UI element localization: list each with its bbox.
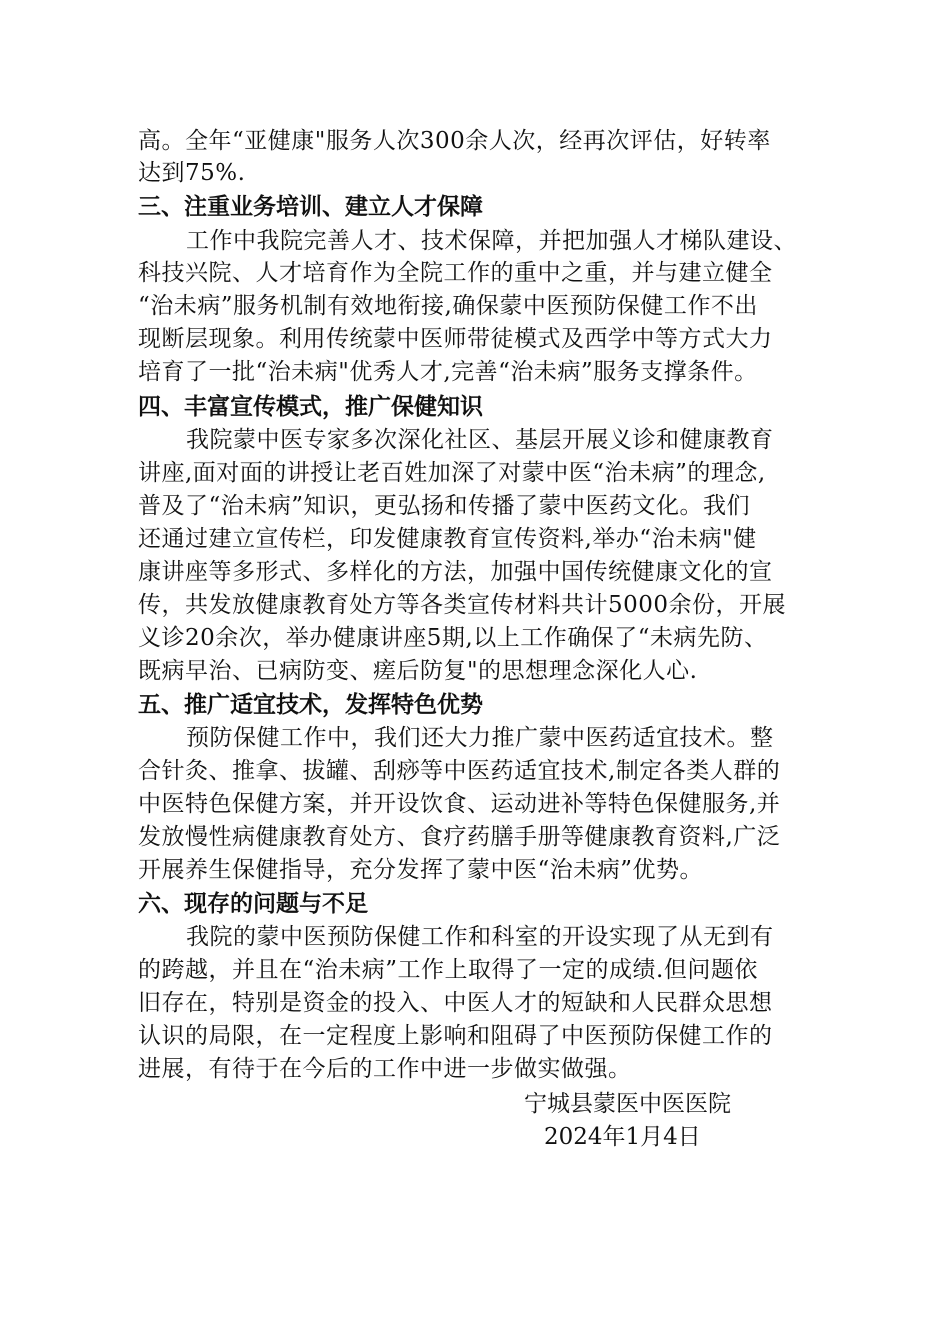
paragraph-line: 培育了一批“治未病"优秀人才,完善“治未病”服务支撑条件。 bbox=[138, 359, 758, 385]
paragraph-line: 讲座,面对面的讲授让老百姓加深了对蒙中医“治未病”的理念, bbox=[138, 460, 766, 486]
paragraph-line: 既病早治、已病防变、瘥后防复"的思想理念深化人心. bbox=[138, 658, 698, 684]
paragraph-line: 还通过建立宣传栏，印发健康教育宣传资料,举办“治未病"健 bbox=[138, 526, 757, 552]
section-heading-6: 六、现存的问题与不足 bbox=[138, 891, 368, 917]
paragraph-line: 发放慢性病健康教育处方、食疗药膳手册等健康教育资料,广泛 bbox=[138, 824, 781, 850]
paragraph-line: 康讲座等多形式、多样化的方法，加强中国传统健康文化的宣 bbox=[138, 559, 773, 585]
section-heading-4: 四、丰富宣传模式，推广保健知识 bbox=[138, 394, 483, 420]
paragraph-line: 认识的局限，在一定程度上影响和阻碍了中医预防保健工作的 bbox=[138, 1023, 773, 1049]
paragraph-line: “治未病”服务机制有效地衔接,确保蒙中医预防保健工作不出 bbox=[138, 293, 758, 319]
paragraph-line: 现断层现象。利用传统蒙中医师带徒模式及西学中等方式大力 bbox=[138, 326, 773, 352]
paragraph-line: 的跨越，并且在“治未病”工作上取得了一定的成绩.但问题依 bbox=[138, 957, 758, 983]
paragraph-line: 我院的蒙中医预防保健工作和科室的开设实现了从无到有 bbox=[186, 924, 774, 950]
paragraph-line: 中医特色保健方案，并开设饮食、运动进补等特色保健服务,并 bbox=[138, 791, 781, 817]
paragraph-line: 义诊20余次，举办健康讲座5期,以上工作确保了“未病先防、 bbox=[138, 625, 768, 651]
paragraph-line: 传，共发放健康教育处方等各类宣传材料共计5000余份，开展 bbox=[138, 592, 787, 618]
paragraph-line: 普及了“治未病”知识，更弘扬和传播了蒙中医药文化。我们 bbox=[138, 493, 751, 519]
section-heading-5: 五、推广适宜技术，发挥特色优势 bbox=[138, 692, 483, 718]
paragraph-line: 进展，有待于在今后的工作中进一步做实做强。 bbox=[138, 1056, 632, 1082]
signature-organization: 宁城县蒙医中医医院 bbox=[524, 1091, 731, 1117]
signature-date: 2024年1月4日 bbox=[544, 1124, 701, 1150]
section-heading-3: 三、注重业务培训、建立人才保障 bbox=[138, 194, 483, 220]
paragraph-line: 合针灸、推拿、拔罐、刮痧等中医药适宜技术,制定各类人群的 bbox=[138, 758, 781, 784]
paragraph-line: 达到75%. bbox=[138, 160, 246, 186]
paragraph-line: 工作中我院完善人才、技术保障，并把加强人才梯队建设、 bbox=[186, 228, 797, 254]
paragraph-line: 开展养生保健指导，充分发挥了蒙中医“治未病”优势。 bbox=[138, 857, 704, 883]
paragraph-line: 旧存在，特别是资金的投入、中医人才的短缺和人民群众思想 bbox=[138, 990, 773, 1016]
paragraph-line: 预防保健工作中，我们还大力推广蒙中医药适宜技术。整 bbox=[186, 725, 774, 751]
paragraph-line: 我院蒙中医专家多次深化社区、基层开展义诊和健康教育 bbox=[186, 427, 774, 453]
paragraph-line: 高。全年“亚健康"服务人次300余人次，经再次评估，好转率 bbox=[138, 128, 771, 154]
paragraph-line: 科技兴院、人才培育作为全院工作的重中之重，并与建立健全 bbox=[138, 260, 773, 286]
